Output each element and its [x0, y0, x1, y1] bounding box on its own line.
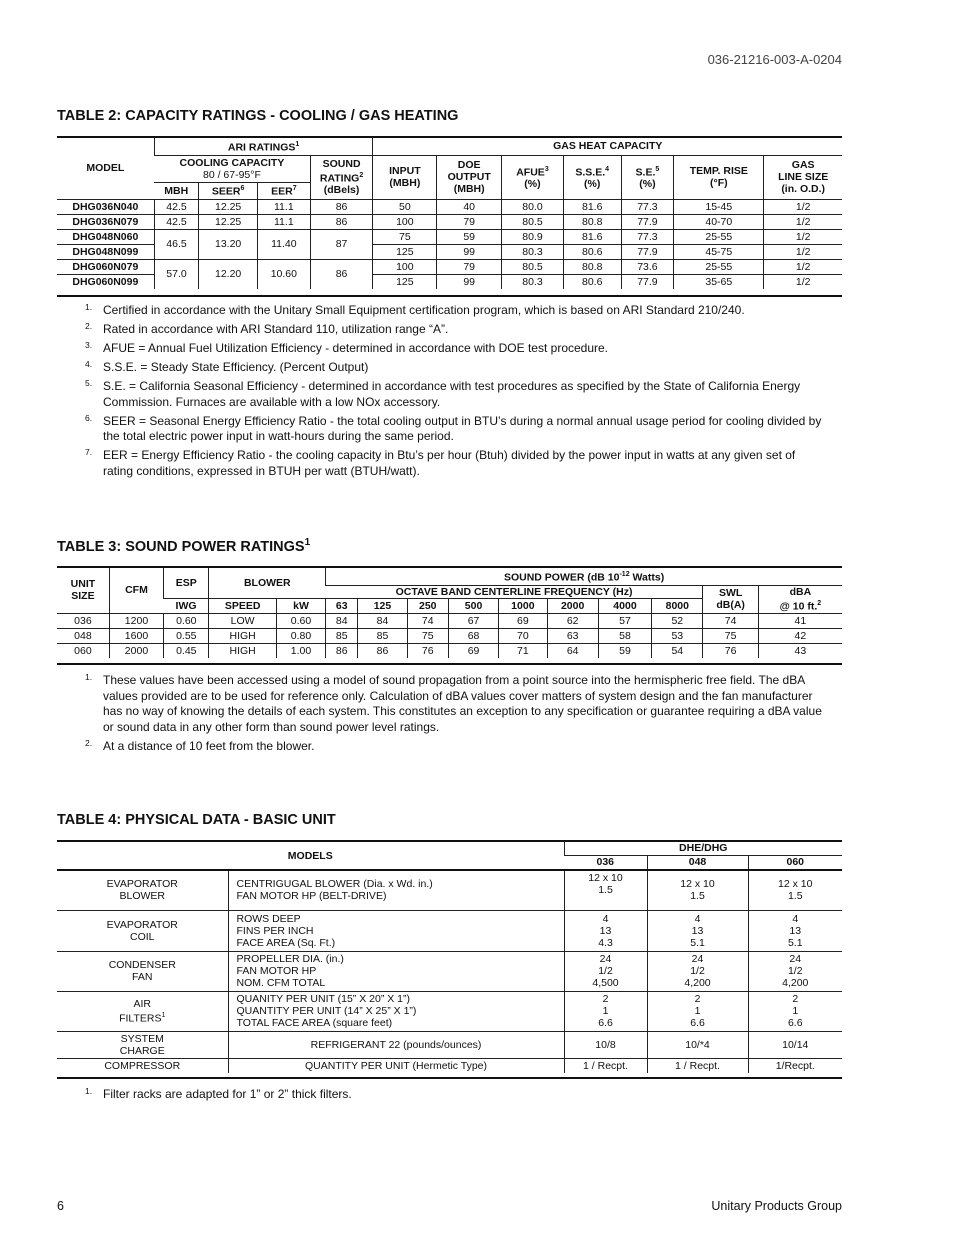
footnote: 6. SEER = Seasonal Energy Efficiency Ratio - the total cooling output in BTU’s during a normal annual usage period for cooling divided by the total electric power input in watt-hours during the same period.: [85, 412, 822, 443]
table3-footnotes: [85, 673, 825, 758]
table-row: AIR FILTERS$^1$ QUANITY PER UNIT (15” X 20” X 1”) QUANTITY PER UNIT (14” X 25” X 1”) TOTAL FACE AREA (square feet) 2 1 6.6 2 1 6.6 2 1 6.6: [57, 991, 842, 1031]
octave-band-header: OCTAVE BAND CENTERLINE FREQUENCY (Hz): [326, 585, 703, 598]
table2-title: TABLE 2: CAPACITY RATINGS - COOLING / GAS HEATING: [57, 108, 459, 124]
table4-bottom-rule: [57, 1077, 842, 1079]
page-number: 6: [57, 1199, 64, 1213]
document-number: 036-21216-003-A-0204: [707, 52, 842, 67]
table-row: COMPRESSOR QUANTITY PER UNIT (Hermetic Type) 1 / Recpt. 1 / Recpt. 1/Recpt.: [57, 1058, 842, 1073]
temp-rise-header: TEMP. RISE (°F): [674, 155, 764, 199]
models-header: MODELS: [57, 842, 564, 870]
gas-line-size-header: GAS LINE SIZE (in. O.D.): [764, 155, 842, 199]
physical-data-table: [57, 842, 842, 1073]
table-row: DHG036N040 42.5 12.25 11.1 86 50 40 80.0 81.6 77.3 15-45 1/2: [57, 199, 842, 214]
blower-header: BLOWER: [209, 568, 326, 598]
footnote: 2. Rated in accordance with ARI Standard 110, utilization range “A”.: [85, 321, 449, 336]
swl-header: SWL dB(A): [703, 585, 758, 613]
seer-header: SEER$^6$: [199, 182, 258, 199]
table-row: EVAPORATOR BLOWER CENTRIGUGAL BLOWER (Dia. x Wd. in.) FAN MOTOR HP (BELT-DRIVE) 12 x 10 1.5 12 x 10 1.5 12 x 10 1.5: [57, 870, 842, 910]
freq-header: 4000: [598, 598, 651, 613]
footnote: 4. S.S.E. = Steady State Efficiency. (Percent Output): [85, 359, 369, 374]
mbh-header: MBH: [154, 182, 199, 199]
footnote: 3. AFUE = Annual Fuel Utilization Efficiency - determined in accordance with DOE test procedure.: [85, 340, 609, 355]
footnote: 2. At a distance of 10 feet from the blower.: [85, 737, 315, 753]
dba-header: dBA @ 10 ft.$^2$: [758, 585, 842, 613]
category-cell: CONDENSER FAN: [57, 951, 228, 991]
footnote: 1. Certified in accordance with the Unitary Small Equipment certification program, which is based on ARI Standard 210/240.: [85, 302, 745, 317]
freq-header: 63: [326, 598, 358, 613]
category-cell: EVAPORATOR BLOWER: [57, 870, 228, 910]
table-row: EVAPORATOR COIL ROWS DEEP FINS PER INCH FACE AREA (Sq. Ft.) 4 13 4.3 4 13 5.1 4 13 5.1: [57, 910, 842, 951]
model-header: MODEL: [57, 138, 154, 199]
doe-output-header: DOE OUTPUT (MBH): [437, 155, 502, 199]
category-cell: SYSTEM CHARGE: [57, 1031, 228, 1058]
footnote: 7. EER = Energy Efficiency Ratio - the cooling capacity in Btu’s per hour (Btuh) divided by the power input in watts at any given set of rating conditions, expressed in BTUH per watt (BTUH/watt).: [85, 447, 796, 478]
sound-rating-header: SOUND RATING$^2$ (dBels): [310, 155, 373, 199]
company-name: Unitary Products Group: [711, 1199, 842, 1213]
dhe-dhg-header: DHE/DHG: [564, 842, 842, 855]
ari-ratings-header: ARI RATINGS$^1$: [154, 138, 373, 155]
category-cell: AIR FILTERS$^1$: [57, 991, 228, 1031]
eer-header: EER$^7$: [258, 182, 311, 199]
se-header: S.E.$^5$ (%): [621, 155, 674, 199]
table-row: DHG060N099 125 99 80.3 80.6 77.9 35-65 1/2: [57, 274, 842, 289]
footnote: 1. These values have been accessed using a model of sound propagation from a point source into the hermispheric free field. The dBA values provided are to be used for reference only. Calculation of dBA values cover matters of system design and the fan manufacturer has no way of knowing the details of each system. This constitutes an exception to any specification or guarantee requiring a dBA value or sound data in any other form than sound power level ratings.: [85, 672, 822, 734]
footnote: 5. S.E. = California Seasonal Efficiency - determined in accordance with test procedures as specified by the State of California Energy Commission. Furnaces are available with a low NOx accessory.: [85, 378, 801, 409]
freq-header: 250: [407, 598, 448, 613]
table3-title: TABLE 3: SOUND POWER RATINGS$^1$: [57, 537, 311, 555]
category-cell: COMPRESSOR: [57, 1058, 228, 1073]
table-row: DHG036N079 42.5 12.25 11.1 86 100 79 80.5 80.8 77.9 40-70 1/2: [57, 214, 842, 229]
gas-heat-capacity-header: GAS HEAT CAPACITY: [373, 138, 842, 155]
speed-header: SPEED: [209, 598, 276, 613]
table-row: SYSTEM CHARGE REFRIGERANT 22 (pounds/ounces) 10/8 10/*4 10/14: [57, 1031, 842, 1058]
table-row: DHG048N099 125 99 80.3 80.6 77.9 45-75 1/2: [57, 244, 842, 259]
freq-header: 2000: [547, 598, 598, 613]
category-cell: EVAPORATOR COIL: [57, 910, 228, 951]
table4-title: TABLE 4: PHYSICAL DATA - BASIC UNIT: [57, 812, 336, 828]
table-row: 036 1200 0.60 LOW 0.60 84 84 74 67 69 62 57 52 74 41: [57, 613, 842, 628]
sound-power-header: SOUND POWER (dB $10^{-12}$ Watts): [326, 568, 842, 585]
table-row: DHG048N060 46.5 13.20 11.40 87 75 59 80.9 81.6 77.3 25-55 1/2: [57, 229, 842, 244]
sound-power-table: [57, 568, 842, 658]
table3-bottom-rule: [57, 663, 842, 665]
cooling-capacity-header: COOLING CAPACITY 80 / 67-95°F: [154, 155, 310, 182]
kw-header: kW: [276, 598, 325, 613]
model-col-header: 048: [647, 855, 748, 870]
freq-header: 500: [448, 598, 498, 613]
freq-header: 8000: [652, 598, 703, 613]
afue-header: AFUE$^3$ (%): [502, 155, 564, 199]
table-row: CONDENSER FAN PROPELLER DIA. (in.) FAN MOTOR HP NOM. CFM TOTAL 24 1/2 4,500 24 1/2 4,200 24 1/2 4,200: [57, 951, 842, 991]
model-col-header: 036: [564, 855, 647, 870]
sse-header: S.S.E.$^4$ (%): [563, 155, 621, 199]
table2-bottom-rule: [57, 295, 842, 297]
table4-footnotes: [85, 1087, 825, 1106]
freq-header: 1000: [499, 598, 547, 613]
model-col-header: 060: [748, 855, 842, 870]
table-row: DHG060N079 57.0 12.20 10.60 86 100 79 80.5 80.8 73.6 25-55 1/2: [57, 259, 842, 274]
cfm-header: CFM: [109, 568, 163, 613]
unit-size-header: UNIT SIZE: [57, 568, 109, 613]
input-header: INPUT (MBH): [373, 155, 437, 199]
iwg-header: IWG: [164, 598, 209, 613]
table-row: 048 1600 0.55 HIGH 0.80 85 85 75 68 70 63 58 53 75 42: [57, 628, 842, 643]
capacity-ratings-table: [57, 138, 842, 289]
freq-header: 125: [358, 598, 407, 613]
table2-footnotes: [85, 303, 825, 483]
esp-header: ESP: [164, 568, 209, 598]
table-row: 060 2000 0.45 HIGH 1.00 86 86 76 69 71 64 59 54 76 43: [57, 643, 842, 658]
footnote: 1. Filter racks are adapted for 1” or 2” thick filters.: [85, 1086, 352, 1101]
